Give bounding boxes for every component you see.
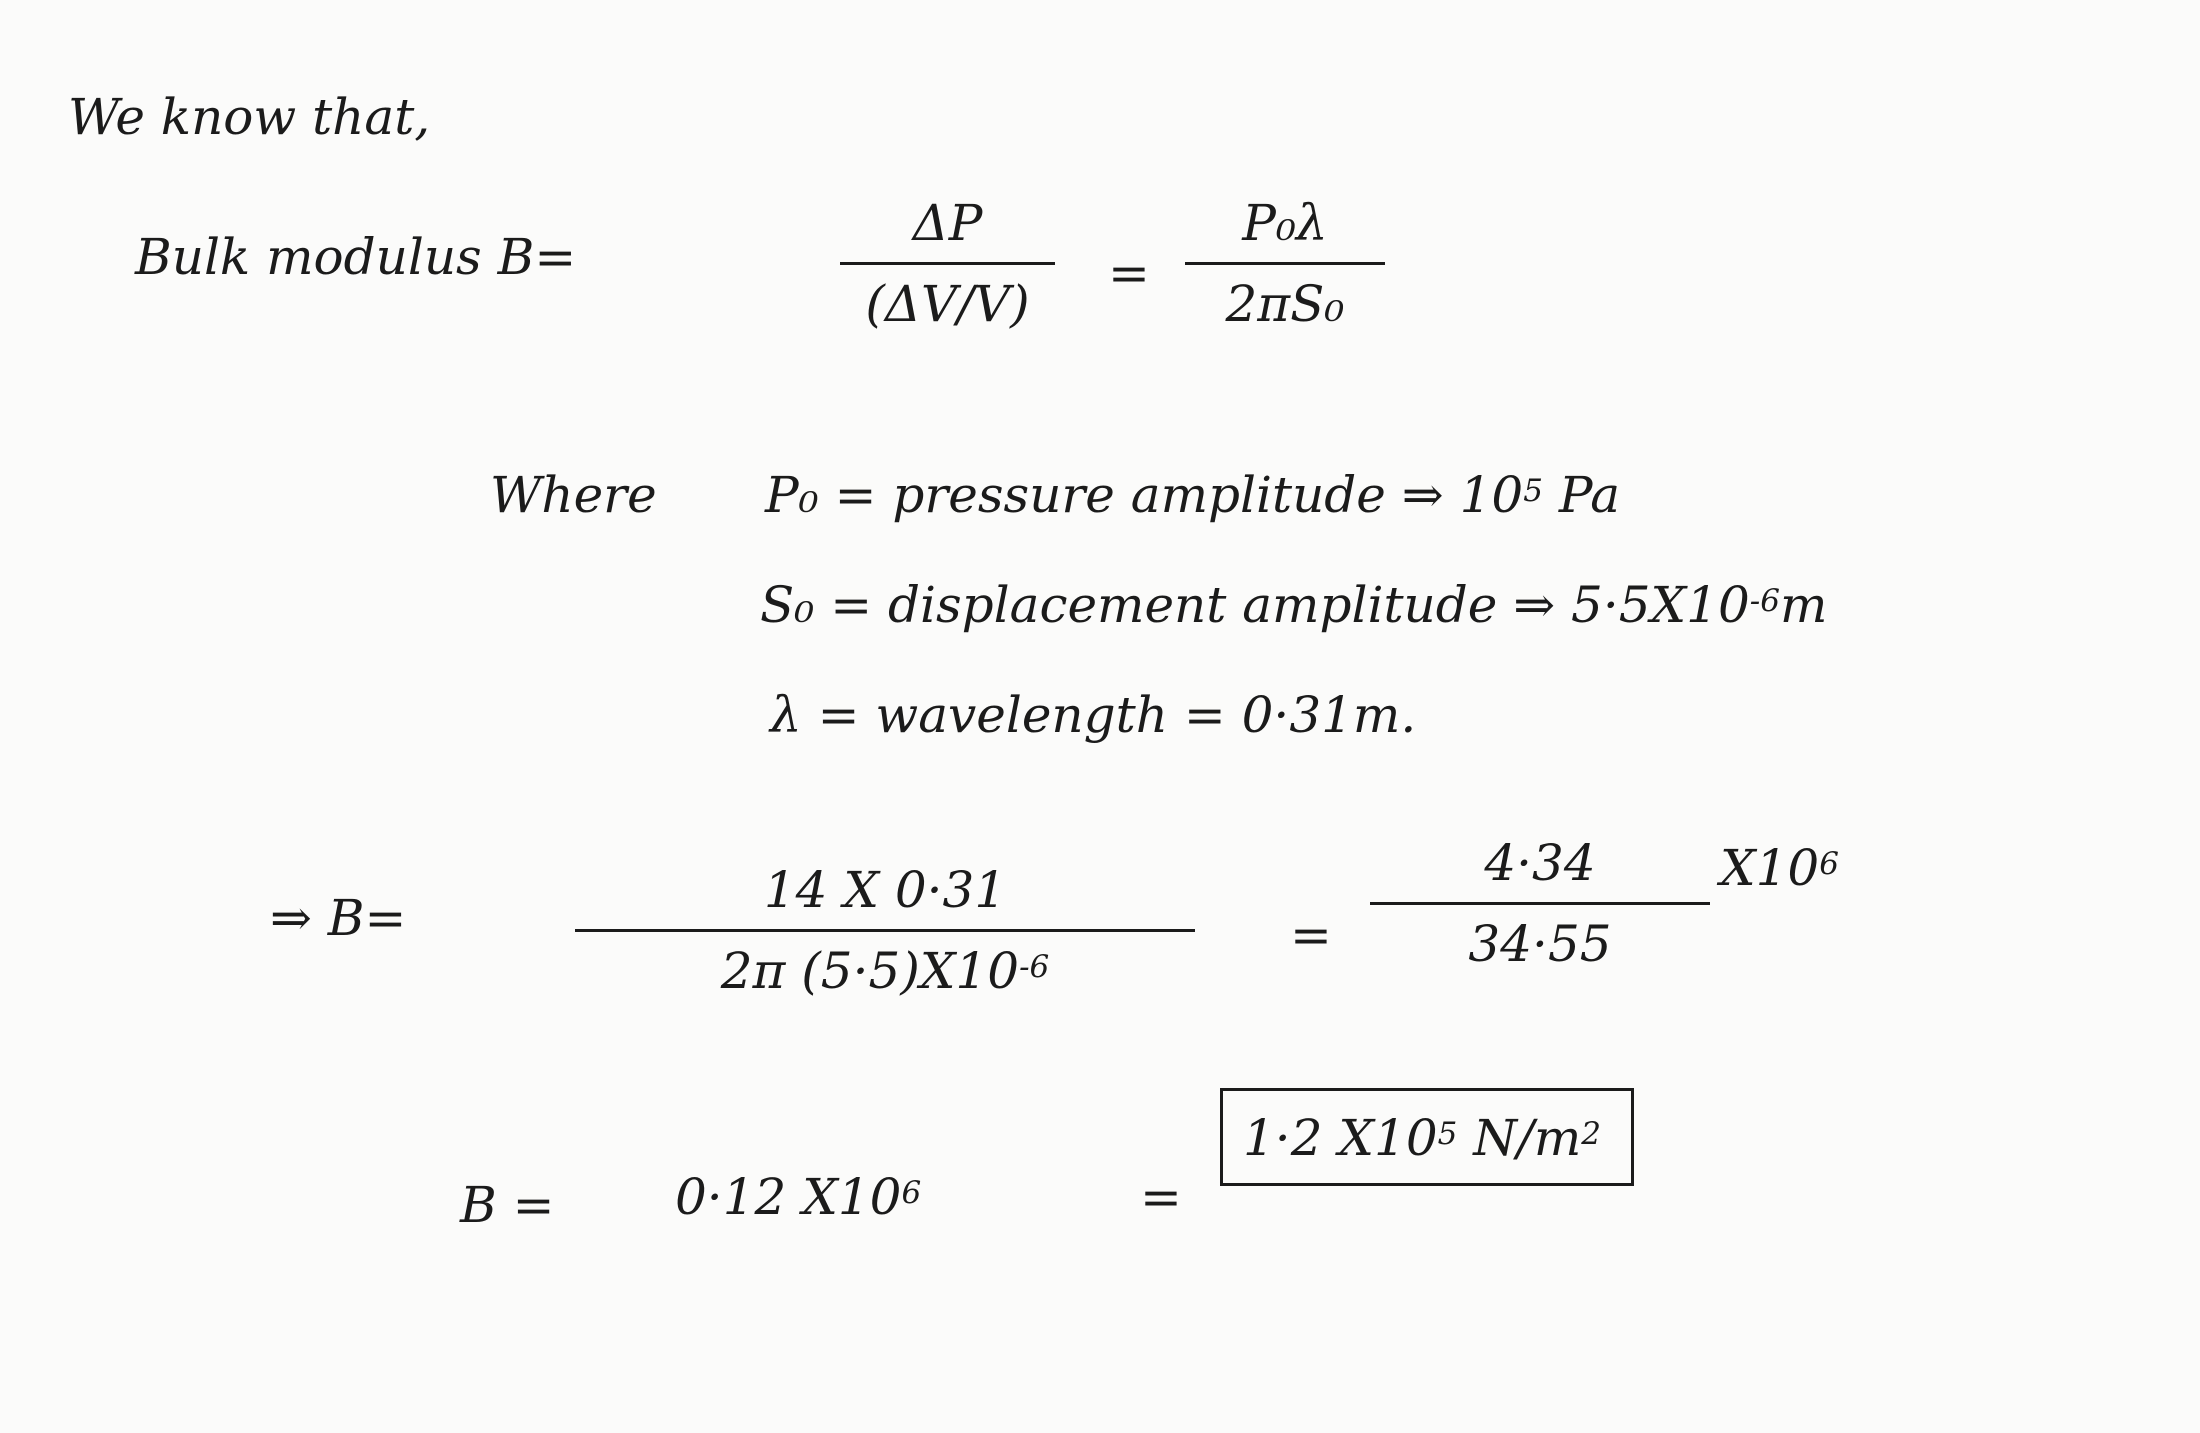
multiplier-exponent: 6 <box>1819 846 1839 883</box>
p0-text: = pressure amplitude ⇒ 10 <box>834 466 1524 524</box>
p0-unit: Pa <box>1542 466 1621 524</box>
result-b-label: B = <box>460 1176 555 1234</box>
fraction-p0-lambda-over-2pi-s0 <box>1185 194 1385 333</box>
calc-b-label: ⇒ B= <box>270 889 407 947</box>
denominator-base: 2π (5·5)X10 <box>720 942 1020 1000</box>
answer-unit: N/m <box>1457 1109 1582 1167</box>
intro-line: We know that, <box>68 88 431 146</box>
s0-definition <box>760 576 1828 634</box>
final-answer-box <box>1220 1088 1634 1186</box>
s0-exponent: -6 <box>1749 583 1780 620</box>
intermediate-base: 0·12 X10 <box>675 1168 902 1226</box>
fraction-bar <box>1370 902 1710 905</box>
fraction-denominator: 2πS₀ <box>1225 275 1345 333</box>
answer-exponent: 5 <box>1437 1116 1458 1153</box>
answer-unit-exponent: 2 <box>1581 1116 1602 1153</box>
fraction-bar <box>575 929 1195 932</box>
fraction-numerator: 14 X 0·31 <box>763 861 1007 919</box>
lambda-text: = wavelength = 0·31m. <box>817 686 1417 744</box>
multiplier-base: X10 <box>1720 839 1820 897</box>
bulk-modulus-label: Bulk modulus B= <box>135 228 577 286</box>
p0-definition <box>765 466 1621 524</box>
intermediate-exponent: 6 <box>901 1175 922 1212</box>
fraction-denominator: (ΔV/V) <box>865 275 1030 333</box>
p0-symbol: P₀ <box>765 466 819 524</box>
equals-sign: = <box>1140 1168 1182 1226</box>
fraction-denominator: 34·55 <box>1468 915 1612 973</box>
lambda-symbol: λ <box>770 686 802 744</box>
equals-sign: = <box>1108 244 1150 302</box>
s0-symbol: S₀ <box>760 576 815 634</box>
fraction-bar <box>1185 262 1385 265</box>
s0-text: = displacement amplitude ⇒ 5·5X10 <box>830 576 1750 634</box>
fraction-numerator: ΔP <box>912 194 983 252</box>
p0-exponent: 5 <box>1523 473 1543 510</box>
fraction-calc-2 <box>1370 834 1710 973</box>
s0-unit: m <box>1779 576 1828 634</box>
fraction-bar <box>840 262 1055 265</box>
equals-sign: = <box>1290 906 1332 964</box>
multiplier <box>1720 839 1839 897</box>
result-intermediate <box>675 1168 922 1226</box>
fraction-calc-1 <box>575 861 1195 1000</box>
lambda-definition <box>770 686 1417 744</box>
fraction-denominator <box>720 942 1050 1000</box>
fraction-numerator: 4·34 <box>1484 834 1596 892</box>
answer-base: 1·2 X10 <box>1243 1109 1438 1167</box>
denominator-exponent: -6 <box>1019 949 1050 986</box>
fraction-numerator: P₀λ <box>1242 194 1328 252</box>
where-label: Where <box>490 466 657 524</box>
fraction-delta-p-over-delta-v <box>840 194 1055 333</box>
